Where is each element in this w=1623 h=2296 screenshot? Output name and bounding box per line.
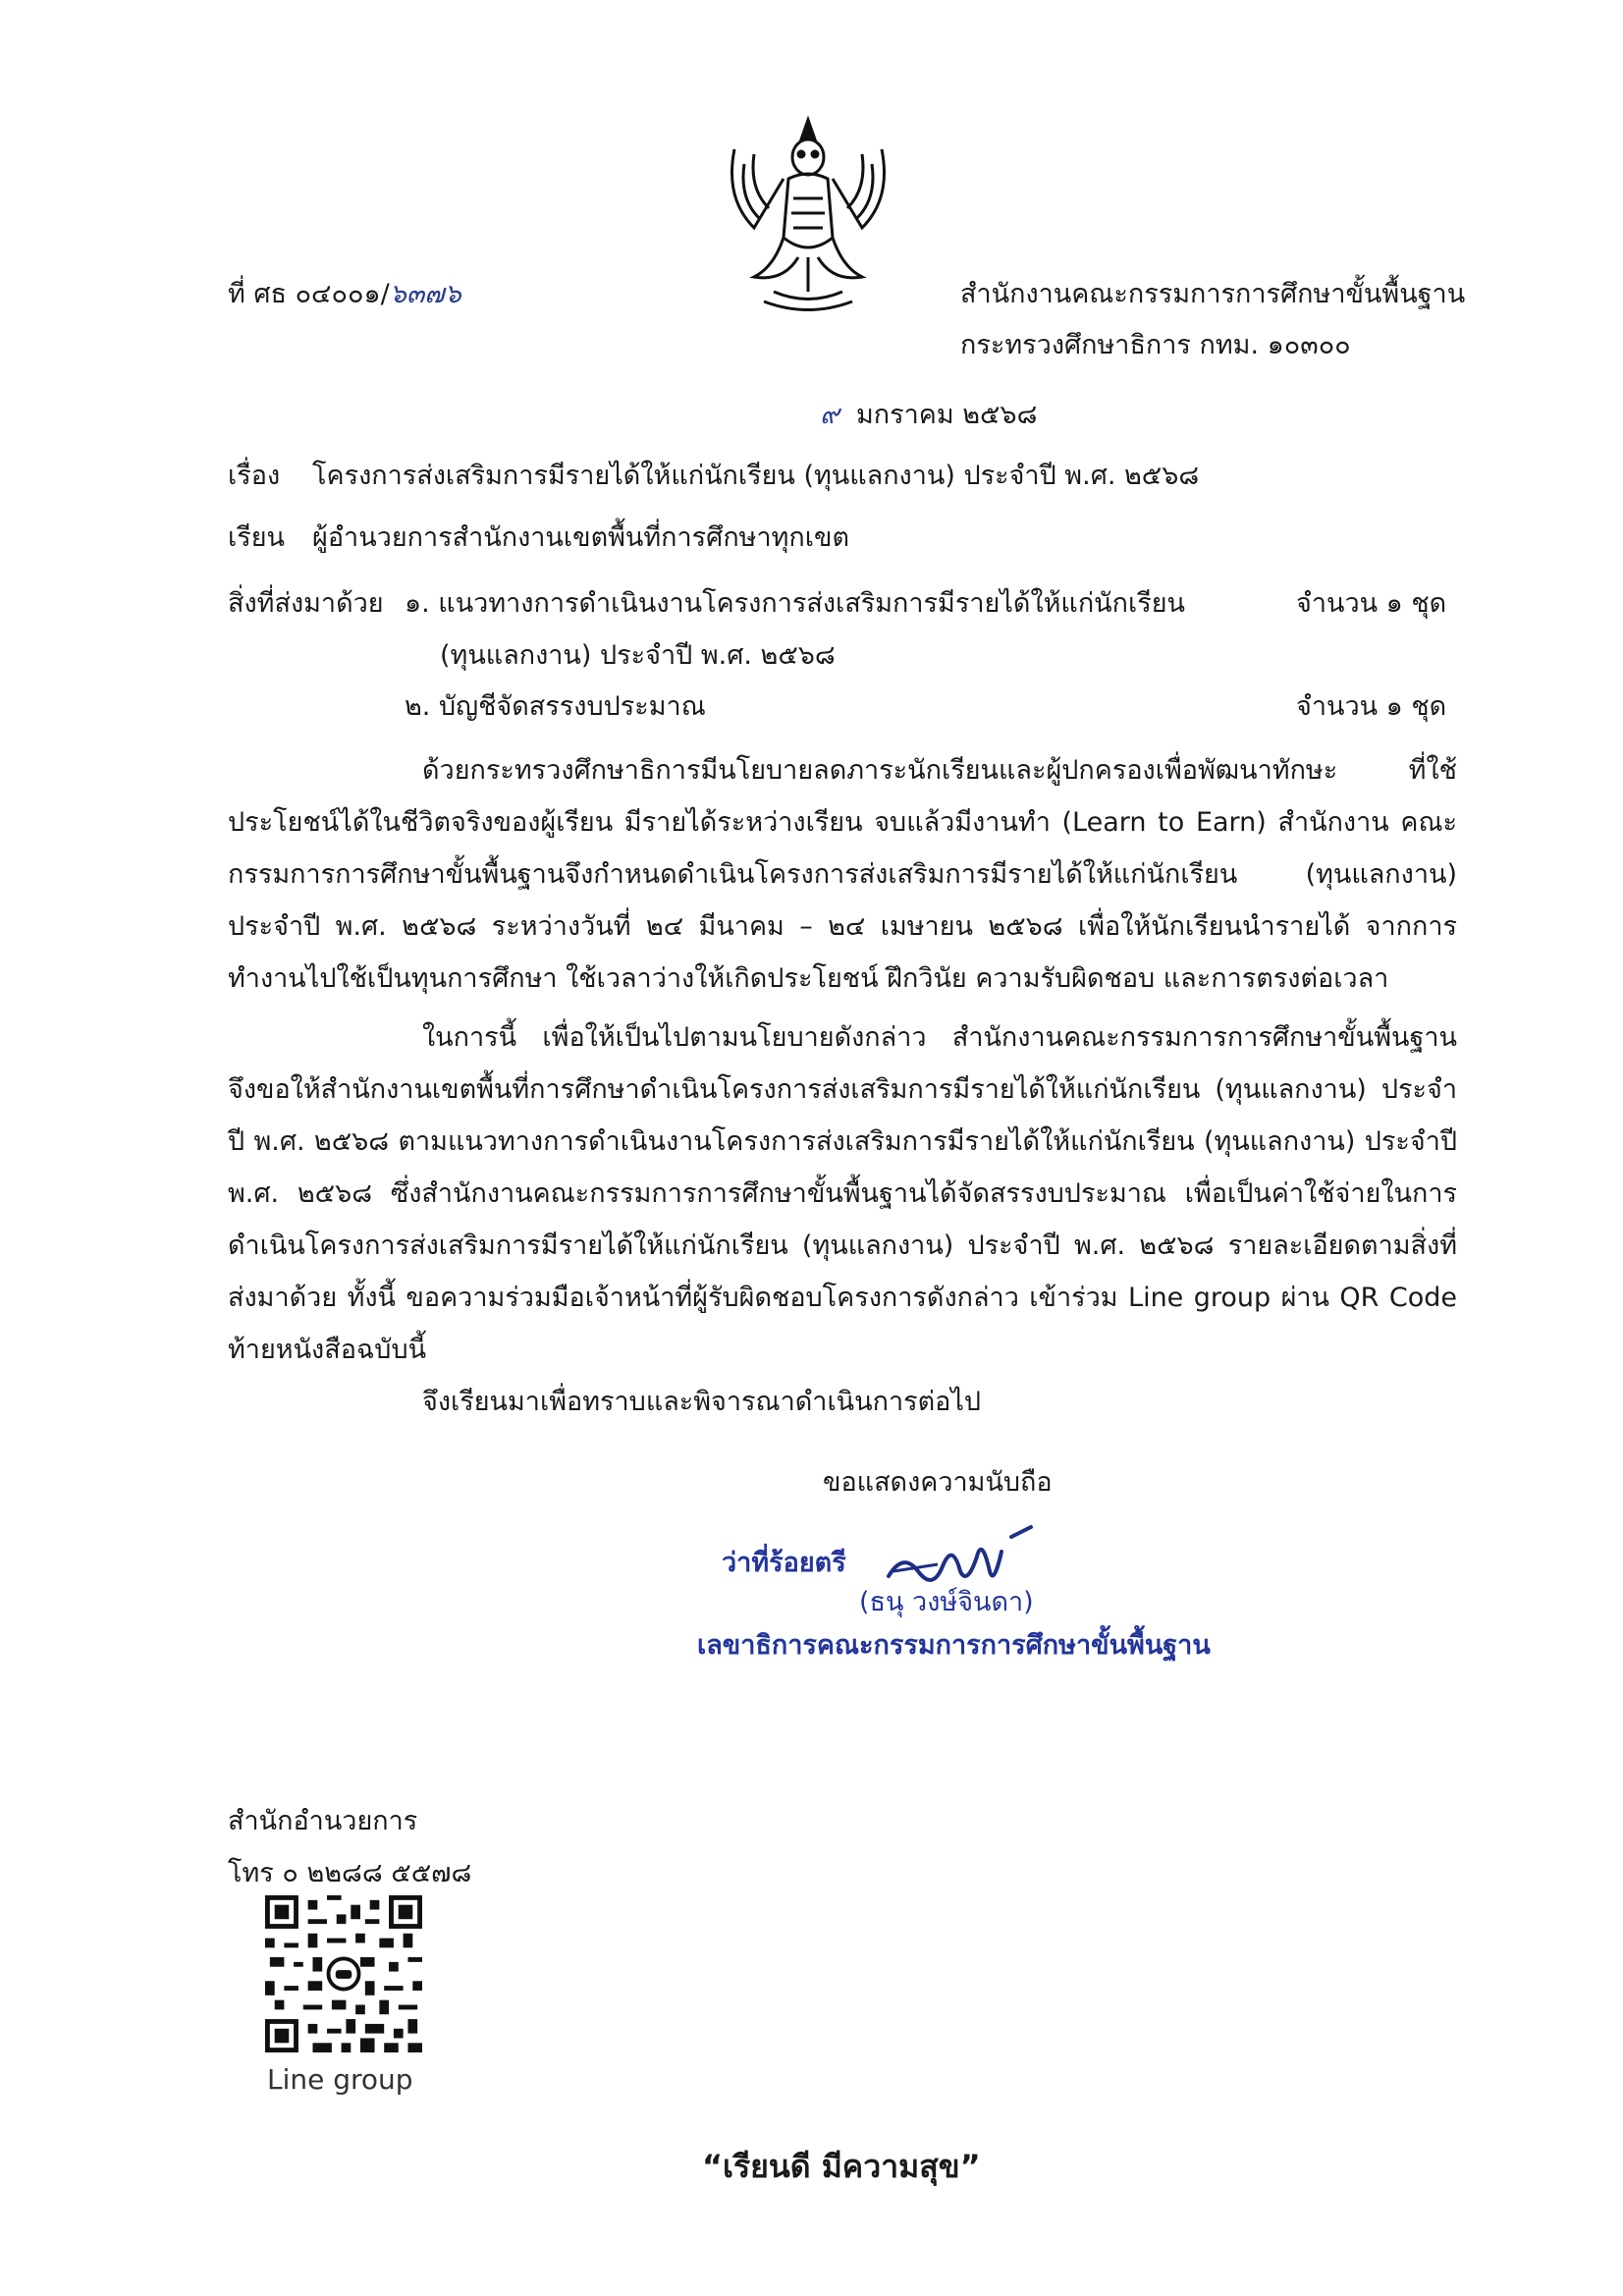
date-day-handwritten: ๙ (820, 400, 839, 430)
office-name: สำนักงานคณะกรรมการการศึกษาขั้นพื้นฐาน (960, 279, 1466, 309)
enclosures-label: สิ่งที่ส่งมาด้วย (228, 588, 384, 619)
slogan: “เรียนดี มีความสุข” (702, 2148, 981, 2185)
enclosure-item-2-qty: จำนวน ๑ ชุด (1296, 691, 1447, 722)
signer-name: (ธนุ วงษ์จินดา) (859, 1587, 1034, 1617)
body-paragraph-2 (228, 1011, 1457, 1376)
body-paragraph-3: จึงเรียนมาเพื่อทราบและพิจารณาดำเนินการต่อไป (422, 1387, 982, 1417)
garuda-emblem-icon (715, 110, 901, 326)
subject-label: เรื่อง (228, 461, 281, 491)
body-paragraph-1-text: ด้วยกระทรวงศึกษาธิการมีนโยบายลดภาระนักเรียนและผู้ปกครองเพื่อพัฒนาทักษะ ที่ใช้ประโยชน์ได้ในชีวิตจริงของผู้เรียน มีรายได้ระหว่างเรียน จบแล้วมีงานทำ (Learn to Earn) สำนักงาน คณะกรรมการการศึกษาขั้นพื้นฐานจึงกำหนดดำเนินโครงการส่งเสริมการมีรายได้ให้แก่นักเรียน (ทุนแลกงาน) ประจำปี พ.ศ. ๒๕๖๘ ระหว่างวันที่ ๒๔ มีนาคม – ๒๔ เมษายน ๒๕๖๘ เพื่อให้นักเรียนนำรายได้ จากการทำงานไปใช้เป็นทุนการศึกษา ใช้เวลาว่างให้เกิดประโยชน์ ฝึกวินัย ความรับผิดชอบ และการตรงต่อเวลา (228, 755, 1457, 994)
qr-code-icon[interactable] (265, 1895, 422, 2052)
recipient-label: เรียน (228, 522, 286, 553)
recipient-text: ผู้อำนวยการสำนักงานเขตพื้นที่การศึกษาทุกเขต (312, 522, 849, 553)
signer-rank: ว่าที่ร้อยตรี (722, 1548, 846, 1578)
document-number-handwritten: ๖๓๗๖ (389, 279, 461, 309)
enclosure-item-1-qty: จำนวน ๑ ชุด (1296, 588, 1447, 619)
closing-regards: ขอแสดงความนับถือ (823, 1467, 1053, 1498)
document-date (820, 396, 1037, 435)
enclosure-item-2-line1: ๒. บัญชีจัดสรรงบประมาณ (405, 691, 706, 722)
document-number-label: ที่ ศธ ๐๔๐๐๑/ (228, 279, 390, 309)
date-month-year: มกราคม ๒๕๖๘ (855, 400, 1038, 430)
document-number (228, 275, 461, 314)
subject-text: โครงการส่งเสริมการมีรายได้ให้แก่นักเรียน (ทุนแลกงาน) ประจำปี พ.ศ. ๒๕๖๘ (312, 461, 1200, 491)
enclosure-item-1-line2: (ทุนแลกงาน) ประจำปี พ.ศ. ๒๕๖๘ (440, 640, 836, 671)
body-paragraph-1 (228, 744, 1457, 1005)
footer-department: สำนักอำนวยการ (228, 1806, 418, 1836)
office-address: กระทรวงศึกษาธิการ กทม. ๑๐๓๐๐ (960, 330, 1351, 360)
footer-phone: โทร ๐ ๒๒๘๘ ๕๕๗๘ (228, 1858, 472, 1888)
enclosure-item-1-line1: ๑. แนวทางการดำเนินงานโครงการส่งเสริมการมีรายได้ให้แก่นักเรียน (405, 588, 1185, 619)
signer-position: เลขาธิการคณะกรรมการการศึกษาขั้นพื้นฐาน (697, 1630, 1211, 1661)
body-paragraph-2-text: ในการนี้ เพื่อให้เป็นไปตามนโยบายดังกล่าว สำนักงานคณะกรรมการการศึกษาขั้นพื้นฐาน จึงขอให้สำนักงานเขตพื้นที่การศึกษาดำเนินโครงการส่งเสริมการมีรายได้ให้แก่นักเรียน (ทุนแลกงาน) ประจำปี พ.ศ. ๒๕๖๘ ตามแนวทางการดำเนินงานโครงการส่งเสริมการมีรายได้ให้แก่นักเรียน (ทุนแลกงาน) ประจำปี พ.ศ. ๒๕๖๘ ซึ่งสำนักงานคณะกรรมการการศึกษาขั้นพื้นฐานได้จัดสรรงบประมาณ เพื่อเป็นค่าใช้จ่ายในการดำเนินโครงการส่งเสริมการมีรายได้ให้แก่นักเรียน (ทุนแลกงาน) ประจำปี พ.ศ. ๒๕๖๘ รายละเอียดตามสิ่งที่ส่งมาด้วย ทั้งนี้ ขอความร่วมมือเจ้าหน้าที่ผู้รับผิดชอบโครงการดังกล่าว เข้าร่วม Line group ผ่าน QR Code ท้ายหนังสือฉบับนี้ (228, 1022, 1457, 1365)
qr-caption: Line group (267, 2063, 413, 2096)
